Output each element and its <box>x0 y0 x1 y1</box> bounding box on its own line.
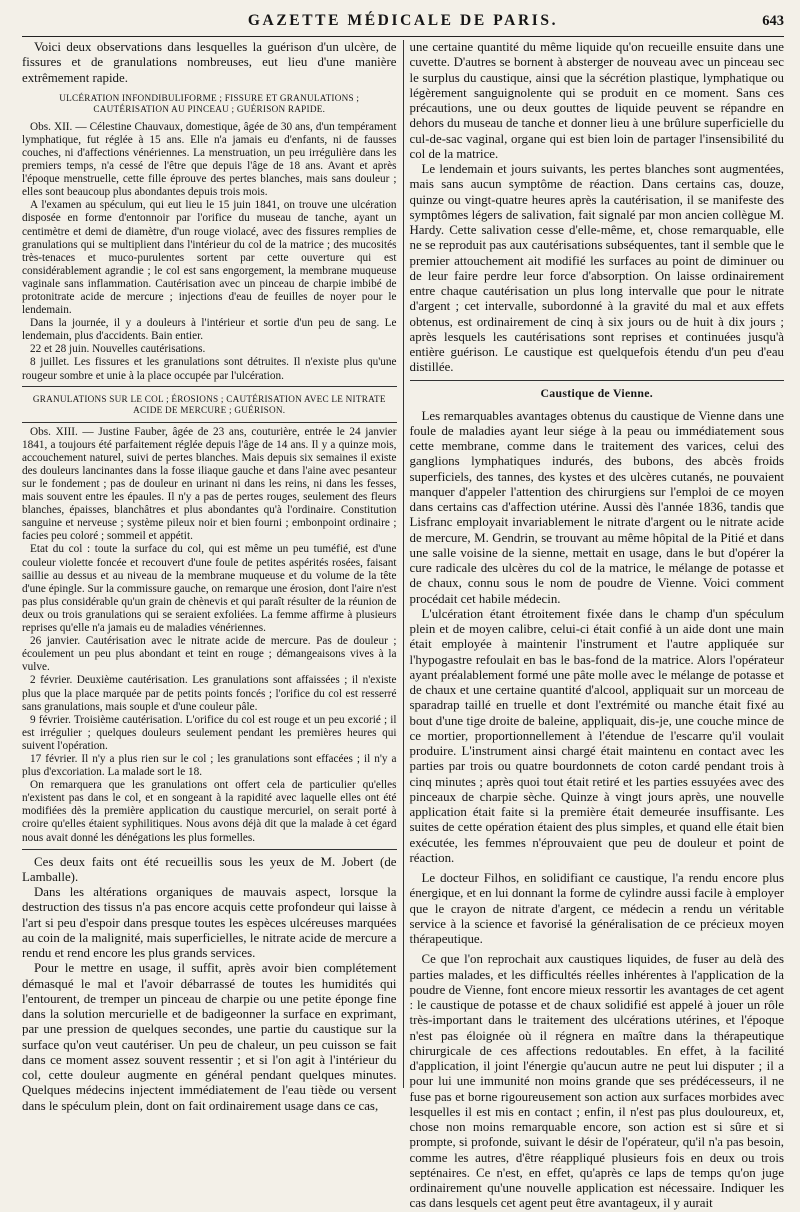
left-body-text <box>22 855 397 1114</box>
observation-13 <box>22 426 397 845</box>
obs13-paragraph: 17 février. Il n'y a plus rien sur le col ; les granulations sont effacées ; il n'y a plus d'excoriation. La malade sort le 18. <box>22 752 397 779</box>
body-paragraph: Dans les altérations organiques de mauvais aspect, lorsque la destruction des tissus n'a pas encore acquis cette profondeur qui laisse à l'art si peu d'espoir dans presque toutes les espèces ulcéreuses marquées au coin de la malignité, mais superficielles, le nitrate acide de mercure a rendu et rend encore les plus grands services. <box>22 885 397 961</box>
section-heading-obs12: ULCÉRATION INFONDIBULIFORME ; FISSURE ET GRANULATIONS ; CAUTÉRISATION AU PINCEAU ; GUÉRISON RAPIDE. <box>59 92 360 114</box>
right-column <box>409 40 785 1211</box>
body-paragraph: Ce que l'on reprochait aux caustiques liquides, de fuser au delà des parties malades, et les difficultés réelles inhérentes à l'application de la poudre de Vienne, font encore mieux ressortir les avantages de cet agent : le caustique de potasse et de chaux solidifié est appelé à jouer un rôle très-important dans le traitement des ulcérations utérines, et l'époque n'est pas éloignée où il régnera en maître dans la thérapeutique chirurgicale de ces affections redoutables. En effet, à la facilité d'application, il joint l'énergie qu'aucun autre ne peut lui disputer ; il a pour lui une immunité non moins grande que ses prédécesseurs, il ne fuse pas et borne rigoureusement son action aux surfaces morbides avec lesquelles il est mis en contact ; enfin, il n'est pas plus douloureux, et, chose non moins remarquable encore, son action est si sûre et si prompte, si profonde, suivant le désir de l'opérateur, qu'il n'a pas besoin, comme les autres, d'être réappliqué plusieurs fois en deux ou trois septénaires. Ce n'est, en effet, qu'après ce laps de temps qu'on juge ordinairement qu'une nouvelle application est nécessaire. Indiquer les cas dans lesquels cet agent peut être avantageux, il y aurait <box>409 952 784 1211</box>
page-number: 643 <box>762 12 784 29</box>
obs12-paragraph: 8 juillet. Les fissures et les granulations sont détruites. Il n'existe plus qu'une rougeur sombre et unie à la place occupée par l'ulcération. <box>22 356 397 382</box>
body-paragraph: Le docteur Filhos, en solidifiant ce caustique, l'a rendu encore plus énergique, et en lui donnant la forme de cylindre aussi facile à employer que le crayon de nitrate d'argent, ce médecin a rendu un véritable service à la science et favorisé la généralisation de ce précieux moyen thérapeutique. <box>409 871 784 946</box>
obs13-paragraph: On remarquera que les granulations ont offert cela de particulier qu'elles n'existent pas dans le col, et en songeant à la rapidité avec laquelle elles ont été modifiées dès la première application du caustique mercuriel, on serait porté à croire qu'elles étaient syphilitiques. Nous avons déjà dit que la malade à cet égard nous avait donné les dénégations les plus formelles. <box>22 779 397 844</box>
left-column <box>22 40 397 1113</box>
body-paragraph: Pour le mettre en usage, il suffit, après avoir bien complétement démasqué le mal et l'avoir débarrassé de toutes les humidités qui l'entourent, de tremper un pinceau de charpie ou une petite éponge fine dans la solution mercurielle et de badigeonner la surface en exprimant, par une pression de quelques secondes, une partie du caustique sur la surface qu'on veut cautériser. Un peu de chaleur, un peu cuisson se fait dans ce moment assez souvent ressentir ; et si l'on agit à l'intérieur du col, cette douleur augmente en général pendant quelques minutes. Quelques médecins injectent immédiatement de l'eau tiède ou versent dans le spéculum plein, dont on fait ordinairement usage dans ce cas, <box>22 961 397 1113</box>
obs13-paragraph: 2 février. Deuxième cautérisation. Les granulations sont affaissées ; il n'existe plus que la place marquée par de petits points foncés ; l'orifice du col est resserré sans granulations, mais souple et d'une couleur pâle. <box>22 674 397 713</box>
journal-title: GAZETTE MÉDICALE DE PARIS. <box>247 12 559 29</box>
running-header <box>22 6 784 37</box>
obs13-paragraph: 26 janvier. Cautérisation avec le nitrate acide de mercure. Pas de douleur ; écoulement un peu plus abondant et teint en rouge ; démangeaisons vives à la vulve. <box>22 635 397 674</box>
right-top-text <box>410 40 785 376</box>
section-heading-obs13: GRANULATIONS SUR LE COL ; ÉROSIONS ; CAUTÉRISATION AVEC LE NITRATE ACIDE DE MERCURE ; GUÉRISON. <box>32 393 386 415</box>
intro-paragraph: Voici deux observations dans lesquelles la guérison d'un ulcère, de fissures et de granulations nombreuses, eut lieu d'une manière extrêmement rapide. <box>22 40 397 85</box>
obs12-paragraph: A l'examen au spéculum, qui eut lieu le 15 juin 1841, on trouve une ulcération disposée en forme d'entonnoir par l'orifice du museau de tanche, ayant un centimètre et demi de diamètre, d'un rouge violacé, avec des fissures remplies de granulations qui se multiplient dans l'intérieur du col de la matrice ; des mucosités très-tenaces et muco-purulentes sortent par cette ouverture qui est considérablement agrandie ; le col est sans engorgement, la membrane muqueuse vaginale sans inflammation. Cautérisation avec un pinceau de charpie imbibé de protonitrate acide de mercure ; injections d'eau de feuilles de noyer pour le lendemain. <box>22 199 397 317</box>
divider <box>22 849 397 850</box>
column-rule <box>403 40 404 1088</box>
divider <box>22 386 397 387</box>
divider <box>410 380 785 381</box>
obs12-paragraph: Obs. XII. — Célestine Chauvaux, domestique, âgée de 30 ans, d'un tempérament lymphatique, fut réglée à 15 ans. Elle n'a jamais eu d'enfants, ni de fausses couches, ni d'affections vénériennes. La menstruation, un peu irrégulière dans les premiers temps, n'a cessé de l'être que depuis l'âge de 18 ans. Avant et après l'époque menstruelle, cette fille éprouve des pertes blanches, mais sans douleur ; elles sont beaucoup plus abondantes depuis trois mois. <box>22 120 397 199</box>
body-paragraph: Ces deux faits ont été recueillis sous les yeux de M. Jobert (de Lamballe). <box>22 854 397 884</box>
observation-12 <box>22 121 397 383</box>
obs13-paragraph: 9 février. Troisième cautérisation. L'orifice du col est rouge et un peu excorié ; il est irrégulier ; quelques douleurs seulement pendant les premières heures qui suivent l'opération. <box>22 713 397 752</box>
section-heading-caustique: Caustique de Vienne. <box>540 385 654 400</box>
body-paragraph: Le lendemain et jours suivants, les pertes blanches sont augmentées, mais sans aucun symptôme de réaction. Dans certains cas, douze, quinze ou vingt-quatre heures après la cautérisation, il se manifeste des symptômes légers de salivation, fait signalé par mon ancien collègue M. Hardy. Cette salivation cesse d'elle-même, et, chose remarquable, elle ne se reproduit pas aux cautérisations subséquentes, tant il semble que le premier attouchement ait modifié les surfaces au point de diminuer ou de leur faire perdre leur force d'absorption. On laisse ordinairement entre chaque cautérisation un plus long intervalle que pour le nitrate d'argent ; cet intervalle, subordonné à la gravité du mal et aux effets obtenus, est ordinairement de cinq à six jours ou de huit à dix jours ; après lesquels les cautérisations sont reprises et continuées jusqu'à entière guérison. Le caustique est quelquefois étendu d'un peu d'eau distillée. <box>409 162 784 375</box>
body-paragraph: L'ulcération étant étroitement fixée dans le champ d'un spéculum plein et de moyen calibre, celui-ci était confié à un aide dont une main était employée à maintenir l'instrument et l'autre appliquée sur l'hypogastre refoulait en bas le bas-fond de la matrice. Alors l'opérateur ayant préalablement formé une pâte molle avec le mélange de potasse et de chaux et une certaine quantité d'alcool, appliquait sur un morceau de sparadrap taillé en truelle et dont l'extrémité ou manche était fixé au bout d'une tige droite de baleine, appliquait, dis-je, une couche mince de ce mortier, proportionnellement à l'étendue de l'escarre qu'il voulait produire. L'instrument ainsi chargé était maintenu en contact avec les parties par trois ou quatre bourdonnets de coton cardé pendant trois à cinq minutes ; après quoi tout était retiré et les parties essuyées avec des pinceaux de charpie sèche. Quinze à vingt jours après, une nouvelle application était faite si la première était demeurée insuffisante. Les suites de cette opération étaient des plus simples, et quand elle était bien exécutée, les femmes n'éprouvaient que peu de douleur et point de réaction. <box>409 606 784 865</box>
obs12-paragraph: Dans la journée, il y a douleurs à l'intérieur et sortie d'un peu de sang. Le lendemain, plus d'accidents. Bain entier. <box>22 317 397 343</box>
two-column-body <box>22 40 784 1211</box>
body-paragraph: Les remarquables avantages obtenus du caustique de Vienne dans une foule de maladies ayant leur siége à la peau ou immédiatement sous cette membrane, comme dans le traitement des varices, celui des ganglions lymphatiques indurés, des bubons, des abcès froids superficiels, des tannes, des kystes et des ulcères cutanés, ne pouvaient manquer d'appeler l'attention des chirurgiens sur l'emploi de ce moyen dans certains cas d'affection utérine. Aussi dès l'année 1836, tandis que Lisfranc employait invariablement le nitrate d'argent ou le nitrate acide de mercure, M. Gendrin, se trouvant au même hôpital de la Pitié et dans une salle voisine de la sienne, mettait en usage, dans le but d'opérer la cure radicale des ulcères du col de la matrice, le mélange de potasse et de chaux, connu sous le nom de poudre de Vienne. Voici comment procédait cet habile médecin. <box>409 408 784 606</box>
obs13-paragraph: Obs. XIII. — Justine Fauber, âgée de 23 ans, couturière, entrée le 24 janvier 1841, a toujours été parfaitement réglée depuis l'âge de 14 ans. Il y a quinze mois, accouchement naturel, suivi de pertes blanches. Mais depuis six semaines il existe des douleurs lancinantes dans la fosse iliaque gauche et dans l'aine avec pesanteur sur le fondement ; pas de douleur en urinant ni dans les reins, ni dans les fesses, mais souvent entre les épaules. Il n'y a pas de pertes rouges, seulement des fleurs blanches, épaisses, blanchâtres et plus abondantes qu'à l'ordinaire. Constitution sanguine et nerveuse ; système pileux noir et bien fourni ; embonpoint ordinaire ; facies peu coloré ; sommeil et appétit. <box>22 425 397 543</box>
vienne-section <box>410 409 785 1212</box>
obs13-paragraph: Etat du col : toute la surface du col, qui est même un peu tuméfié, est d'une couleur violette foncée et recouvert d'une foule de petites aspérités rosées, faisant saillie au dessus et au niveau de la membrane muqueuse et du volume de la tête d'une épingle. Sur la commissure gauche, on remarque une érosion, dont l'aire n'est pas plus considérable qu'un grain de chènevis et qui paraît résulter de la réunion de deux ou trois granulations qui se seraient exfoliées. La femme affirme à plusieurs reprises qu'elle n'a jamais eu de maladies vénériennes. <box>22 543 397 635</box>
divider <box>22 422 397 423</box>
obs12-paragraph: 22 et 28 juin. Nouvelles cautérisations. <box>30 343 206 356</box>
body-paragraph: une certaine quantité du même liquide qu'on recueille ensuite dans une cuvette. D'autres se bornent à absterger de nouveau avec un pinceau sec le surplus du caustique, ainsi que la sécrétion plastique, lymphatique ou légèrement sanguignolente qui se produit en ce moment. Sans ces précautions, une ou deux gouttes de liquide peuvent se répandre en dehors du museau de tanche et donner lieu à une brûlure superficielle du cul-de-sac vaginal, organe qui est bien loin de partager l'insensibilité du col de la matrice. <box>409 40 784 161</box>
